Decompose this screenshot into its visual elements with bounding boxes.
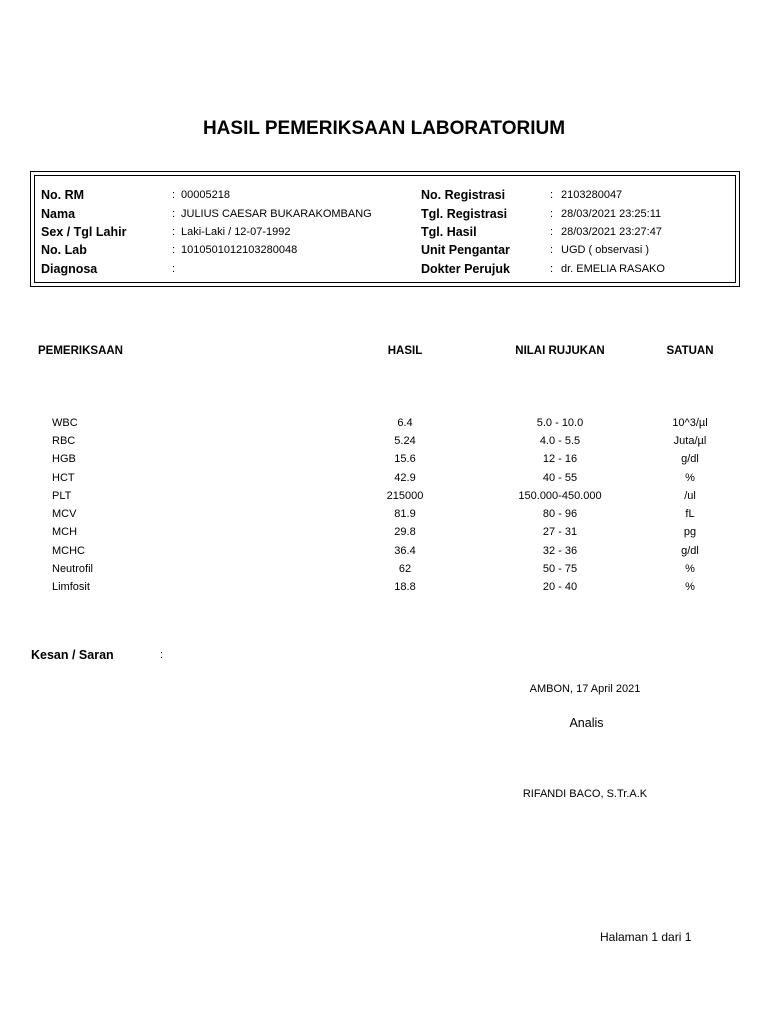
kesan-saran-colon: : (160, 649, 164, 661)
info-row-diagnosa (41, 260, 381, 278)
info-row-sex (41, 223, 381, 241)
diagnosa-label: Diagnosa (41, 262, 98, 276)
test-name: PLT (52, 490, 72, 502)
test-reference: 40 - 55 (542, 472, 578, 484)
test-unit: fL (685, 508, 695, 520)
unit-label: Unit Pengantar (421, 243, 510, 257)
dokter-label: Dokter Perujuk (421, 262, 510, 276)
nama-label: Nama (41, 207, 76, 221)
test-name: MCH (52, 526, 78, 538)
page-number: Halaman 1 dari 1 (600, 930, 692, 944)
signer-name: RIFANDI BACO, S.Tr.A.K (522, 788, 648, 800)
diagnosa-colon: : (172, 263, 176, 275)
tgl-hasil-label: Tgl. Hasil (421, 225, 477, 239)
test-name: HGB (52, 453, 76, 465)
test-reference: 4.0 - 5.5 (539, 435, 581, 447)
unit-value: UGD ( observasi ) (561, 244, 650, 256)
registrasi-colon: : (550, 189, 554, 201)
test-unit: % (685, 581, 695, 593)
test-result: 62 (398, 563, 412, 575)
table-row (0, 560, 768, 578)
dokter-value: dr. EMELIA RASAKO (561, 263, 665, 275)
sex-value: Laki-Laki / 12-07-1992 (181, 226, 291, 238)
test-reference: 150.000-450.000 (518, 490, 602, 502)
test-name: MCHC (52, 545, 85, 557)
test-result: 42.9 (394, 472, 416, 484)
registrasi-label: No. Registrasi (421, 188, 506, 202)
lab-value: 1010501012103280048 (181, 244, 298, 256)
nama-value: JULIUS CAESAR BUKARAKOMBANG (181, 208, 372, 220)
test-reference: 12 - 16 (542, 453, 578, 465)
info-row-nama (41, 205, 381, 223)
tgl-registrasi-value: 28/03/2021 23:25:11 (561, 208, 662, 220)
page-title: HASIL PEMERIKSAAN LABORATORIUM (202, 118, 566, 139)
sex-label: Sex / Tgl Lahir (41, 225, 127, 239)
tgl-hasil-colon: : (550, 226, 554, 238)
table-row (0, 469, 768, 487)
registrasi-value: 2103280047 (561, 189, 623, 201)
test-unit: pg (683, 526, 697, 538)
test-reference: 50 - 75 (542, 563, 578, 575)
header-nilai-rujukan: NILAI RUJUKAN (515, 345, 605, 357)
table-row (0, 542, 768, 560)
table-row (0, 523, 768, 541)
info-row-registrasi (421, 186, 731, 204)
test-reference: 80 - 96 (542, 508, 578, 520)
test-name: HCT (52, 472, 75, 484)
sex-colon: : (172, 226, 176, 238)
dokter-colon: : (550, 263, 554, 275)
info-row-lab (41, 241, 381, 259)
test-result: 5.24 (394, 435, 416, 447)
test-reference: 32 - 36 (542, 545, 578, 557)
lab-label: No. Lab (41, 243, 87, 257)
header-hasil: HASIL (387, 345, 423, 357)
info-row-tgl-hasil (421, 223, 731, 241)
signer-role: Analis (569, 716, 604, 730)
test-name: WBC (52, 417, 78, 429)
info-row-unit (421, 241, 731, 259)
test-name: Limfosit (52, 581, 90, 593)
test-unit: g/dl (681, 453, 699, 465)
table-row (0, 414, 768, 432)
test-reference: 5.0 - 10.0 (536, 417, 584, 429)
place-date: AMBON, 17 April 2021 (529, 683, 641, 695)
patient-info-box (30, 171, 740, 287)
rm-label: No. RM (41, 188, 85, 202)
lab-colon: : (172, 244, 176, 256)
test-result: 36.4 (394, 545, 416, 557)
tgl-registrasi-colon: : (550, 208, 554, 220)
test-result: 29.8 (394, 526, 416, 538)
test-result: 18.8 (394, 581, 416, 593)
test-result: 215000 (386, 490, 424, 502)
test-unit: g/dl (681, 545, 699, 557)
test-reference: 20 - 40 (542, 581, 578, 593)
rm-value: 00005218 (181, 189, 230, 201)
rm-colon: : (172, 189, 176, 201)
test-reference: 27 - 31 (542, 526, 578, 538)
table-row (0, 432, 768, 450)
table-row (0, 450, 768, 468)
tgl-registrasi-label: Tgl. Registrasi (421, 207, 508, 221)
table-row (0, 487, 768, 505)
test-name: RBC (52, 435, 76, 447)
table-row (0, 578, 768, 596)
test-unit: % (685, 472, 695, 484)
info-row-tgl-registrasi (421, 205, 731, 223)
table-row (0, 505, 768, 523)
nama-colon: : (172, 208, 176, 220)
test-result: 15.6 (394, 453, 416, 465)
test-unit: /ul (684, 490, 696, 502)
header-pemeriksaan: PEMERIKSAAN (38, 345, 123, 357)
test-name: Neutrofil (52, 563, 93, 575)
info-row-dokter (421, 260, 731, 278)
test-unit: % (685, 563, 695, 575)
test-unit: Juta/µl (673, 435, 707, 447)
unit-colon: : (550, 244, 554, 256)
header-satuan: SATUAN (666, 345, 714, 357)
test-name: MCV (52, 508, 77, 520)
kesan-saran-label: Kesan / Saran (31, 648, 114, 662)
info-row-rm (41, 186, 381, 204)
test-unit: 10^3/µl (672, 417, 708, 429)
test-result: 6.4 (397, 417, 413, 429)
tgl-hasil-value: 28/03/2021 23:27:47 (561, 226, 662, 238)
test-result: 81.9 (394, 508, 416, 520)
